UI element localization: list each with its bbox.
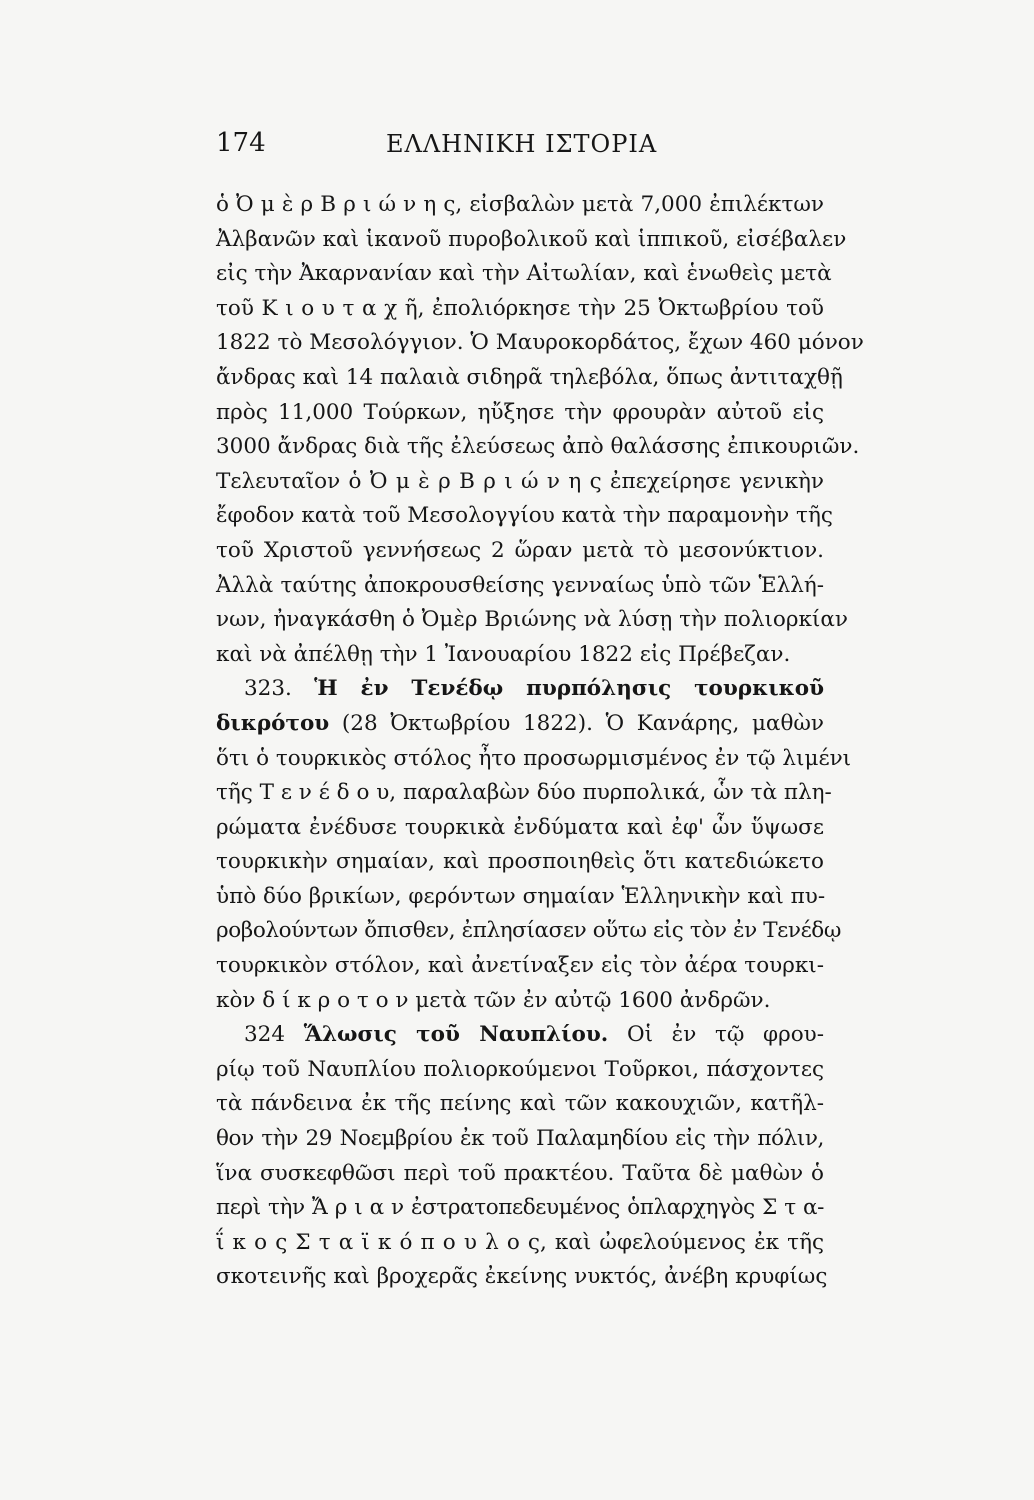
- section-323-heading: Ἡ ἐν Τενέδῳ πυρπόλησις τουρκικοῦ: [314, 676, 824, 702]
- text-line: ἵνα συσκεφθῶσι περὶ τοῦ πρακτέου. Ταῦτα δὲ μαθὼν ὁ: [216, 1160, 824, 1186]
- text-line: κὸν δ ί κ ρ ο τ ο ν μετὰ τῶν ἐν αὐτῷ 1600 ἀνδρῶν.: [216, 987, 771, 1013]
- page-number: 174: [216, 128, 266, 158]
- section-324-heading-line: [216, 1018, 824, 1053]
- text-line: θον τὴν 29 Νοεμβρίου ἐκ τοῦ Παλαμηδίου εἰς τὴν πόλιν,: [216, 1126, 824, 1152]
- text-line: τῆς Τ ε ν έ δ ο υ, παραλαβὼν δύο πυρπολικά, ὧν τὰ πλη-: [216, 780, 832, 806]
- section-323-heading-cont: δικρότου: [216, 710, 330, 736]
- text-line: ρίῳ τοῦ Ναυπλίου πολιορκούμενοι Τοῦρκοι, πάσχοντες: [216, 1056, 824, 1082]
- text-line: 1822 τὸ Μεσολόγγιον. Ὁ Μαυροκορδάτος, ἔχων 460 μόνον: [216, 330, 864, 356]
- text-line: ροβολούντων ὄπισθεν, ἐπλησίασεν οὕτω εἰς τὸν ἐν Τενέδῳ: [216, 918, 841, 944]
- text-line: σκοτεινῆς καὶ βροχερᾶς ἐκείνης νυκτός, ἀνέβη κρυφίως: [216, 1264, 828, 1290]
- body-text: [216, 188, 864, 1295]
- section-324-rest: Οἱ ἐν τῷ φρου-: [626, 1022, 825, 1048]
- text-line: ρώματα ἐνέδυσε τουρκικὰ ἐνδύματα καὶ ἐφ' ὧν ὕψωσε: [216, 814, 824, 840]
- text-line: τουρκικὸν στόλον, καὶ ἀνετίναξεν εἰς τὸν ἀέρα τουρκι-: [216, 953, 824, 979]
- text-line: Τελευταῖον ὁ Ὀ μ ὲ ρ Β ρ ι ώ ν η ς ἐπεχείρησε γενικὴν: [216, 468, 824, 494]
- page-header: [216, 128, 824, 168]
- text-line: τὰ πάνδεινα ἐκ τῆς πείνης καὶ τῶν κακουχιῶν, κατῆλ-: [216, 1091, 824, 1117]
- text-line: ὁ Ὀ μ ὲ ρ Β ρ ι ώ ν η ς, εἰσβαλὼν μετὰ 7,000 ἐπιλέκτων: [216, 192, 824, 217]
- text-line: τοῦ Χριστοῦ γεννήσεως 2 ὥραν μετὰ τὸ μεσονύκτιον.: [216, 537, 824, 563]
- text-line: 3000 ἄνδρας διὰ τῆς ἐλεύσεως ἀπὸ θαλάσσης ἐπικουριῶν.: [216, 434, 860, 460]
- text-line: νων, ἠναγκάσθη ὁ Ὀμὲρ Βριώνης νὰ λύσῃ τὴν πολιορκίαν: [216, 607, 848, 633]
- text-line: καὶ νὰ ἀπέλθῃ τὴν 1 Ἰανουαρίου 1822 εἰς Πρέβεζαν.: [216, 641, 791, 667]
- running-title: ΕΛΛΗΝΙΚΗ ΙΣΤΟΡΙΑ: [386, 130, 658, 158]
- text-line: ὅτι ὁ τουρκικὸς στόλος ἦτο προσωρμισμένος ἐν τῷ λιμένι: [216, 745, 852, 771]
- text-line: ἔφοδον κατὰ τοῦ Μεσολογγίου κατὰ τὴν παραμονὴν τῆς: [216, 503, 833, 529]
- text-line: πρὸς 11,000 Τούρκων, ηὔξησε τὴν φρουρὰν αὐτοῦ εἰς: [216, 399, 824, 425]
- section-324-heading: Ἅλωσις τοῦ Ναυπλίου.: [303, 1022, 609, 1048]
- text-line: τοῦ Κ ι ο υ τ α χ ῆ, ἐπολιόρκησε τὴν 25 Ὀκτωβρίου τοῦ: [216, 295, 824, 321]
- text-line: ἄνδρας καὶ 14 παλαιὰ σιδηρᾶ τηλεβόλα, ὅπως ἀντιταχθῇ: [216, 364, 843, 390]
- section-323-heading-cont-line: [216, 707, 824, 742]
- text-line: Ἀλβανῶν καὶ ἱκανοῦ πυροβολικοῦ καὶ ἱππικοῦ, εἰσέβαλεν: [216, 226, 847, 252]
- section-323-heading-line: [216, 672, 824, 707]
- text-line: Ἀλλὰ ταύτης ἀποκρουσθείσης γενναίως ὑπὸ τῶν Ἑλλή-: [216, 572, 824, 598]
- text-line: περὶ τὴν Ἄ ρ ι α ν ἐστρατοπεδευμένος ὁπλαρχηγὸς Σ τ α-: [216, 1195, 824, 1221]
- text-line: εἰς τὴν Ἀκαρνανίαν καὶ τὴν Αἰτωλίαν, καὶ ἑνωθεὶς μετὰ: [216, 261, 832, 287]
- section-324-number: 324: [244, 1022, 286, 1048]
- section-323-number: 323.: [244, 676, 292, 702]
- text-line: ὑπὸ δύο βρικίων, φερόντων σημαίαν Ἑλληνικὴν καὶ πυ-: [216, 883, 826, 909]
- section-323-rest: (28 Ὀκτωβρίου 1822). Ὁ Κανάρης, μαθὼν: [341, 710, 824, 736]
- text-line: ΐ κ ο ς Σ τ α ϊ κ ό π ο υ λ ο ς, καὶ ὠφελούμενος ἐκ τῆς: [216, 1229, 824, 1255]
- text-line: τουρκικὴν σημαίαν, καὶ προσποιηθεὶς ὅτι κατεδιώκετο: [216, 849, 824, 875]
